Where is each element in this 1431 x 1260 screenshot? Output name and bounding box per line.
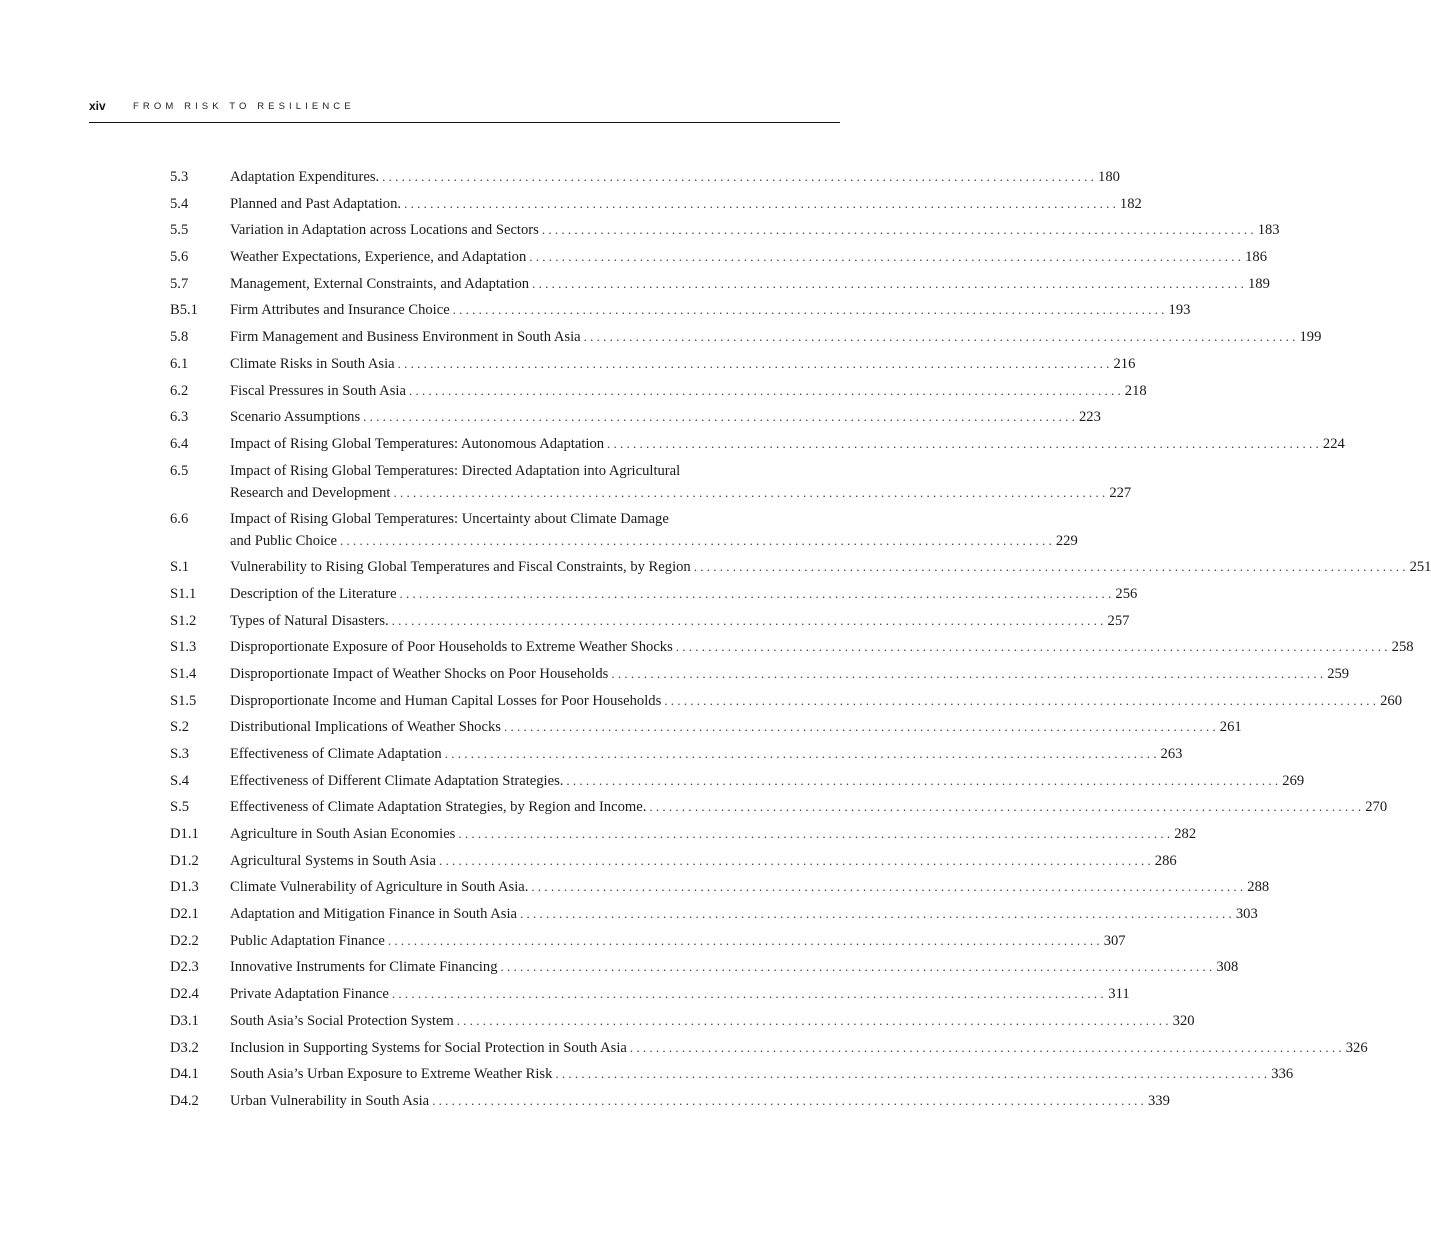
toc-entry-title[interactable]: and Public Choice — [230, 530, 340, 552]
toc-entry-number: 6.1 — [170, 355, 189, 372]
toc-entry[interactable] — [170, 166, 1120, 193]
toc-entry-title-line1: Impact of Rising Global Temperatures: Uncertainty about Climate Damage — [230, 510, 669, 527]
toc-entry-title[interactable]: Distributional Implications of Weather Shocks — [230, 716, 504, 738]
dot-leader — [340, 530, 1052, 552]
toc-entry[interactable] — [170, 380, 1147, 407]
toc-entry-number: D2.4 — [170, 986, 199, 1003]
toc-entry-body — [230, 636, 1414, 658]
toc-entry[interactable] — [170, 716, 1242, 743]
toc-entry-title[interactable]: Impact of Rising Global Temperatures: Autonomous Adaptation — [230, 433, 607, 455]
toc-entry-page-number[interactable]: 186 — [1241, 246, 1267, 268]
toc-entry-title[interactable]: Effectiveness of Different Climate Adaptation Strategies. — [230, 770, 566, 792]
toc-entry-title[interactable]: Adaptation and Mitigation Finance in South Asia — [230, 903, 520, 925]
toc-entry-leader-line — [230, 1090, 1170, 1112]
toc-entry-title[interactable]: Types of Natural Disasters. — [230, 610, 392, 632]
toc-entry[interactable] — [170, 663, 1350, 690]
toc-entry[interactable] — [170, 1037, 1368, 1064]
toc-entry-leader-line — [230, 246, 1267, 268]
toc-entry-title[interactable]: Agricultural Systems in South Asia — [230, 850, 439, 872]
toc-entry-page-number[interactable]: 259 — [1323, 663, 1349, 685]
toc-entry-page-number[interactable]: 282 — [1170, 823, 1196, 845]
toc-entry-body — [230, 663, 1349, 685]
toc-entry[interactable] — [170, 823, 1197, 850]
toc-entry-page-number[interactable]: 308 — [1212, 956, 1238, 978]
toc-entry-title[interactable]: Description of the Literature — [230, 583, 400, 605]
toc-entry-leader-line — [230, 273, 1270, 295]
toc-entry-leader-line — [230, 1063, 1293, 1085]
toc-entry-number: 5.6 — [170, 249, 189, 266]
toc-entry[interactable] — [170, 850, 1177, 877]
toc-entry-page-number[interactable]: 218 — [1121, 380, 1147, 402]
toc-entry-number: 5.8 — [170, 329, 189, 346]
toc-entry-leader-line — [230, 743, 1182, 765]
toc-entry-body — [230, 380, 1147, 402]
toc-entry-body — [230, 610, 1129, 632]
toc-entry-page-number[interactable]: 189 — [1244, 273, 1270, 295]
toc-entry-title[interactable]: Disproportionate Impact of Weather Shocks on Poor Households — [230, 663, 611, 685]
toc-entry-title[interactable]: Vulnerability to Rising Global Temperatures and Fiscal Constraints, by Region — [230, 556, 694, 578]
dot-leader — [504, 716, 1216, 738]
toc-entry-body — [230, 353, 1135, 375]
toc-entry-body — [230, 1037, 1368, 1059]
toc-entry-page-number[interactable]: 224 — [1319, 433, 1345, 455]
toc-entry[interactable] — [170, 796, 1388, 823]
toc-entry-leader-line — [230, 663, 1349, 685]
dot-leader — [611, 663, 1323, 685]
dot-leader — [445, 743, 1157, 765]
toc-entry-body — [230, 166, 1120, 188]
toc-entry-number: S.4 — [170, 772, 190, 789]
toc-entry-leader-line — [230, 353, 1135, 375]
dot-leader — [501, 956, 1213, 978]
toc-entry-leader-line — [230, 1010, 1195, 1032]
toc-entry-page-number[interactable]: 336 — [1267, 1063, 1293, 1085]
toc-entry[interactable] — [170, 273, 1270, 300]
toc-entry-leader-line — [230, 903, 1258, 925]
running-header — [89, 98, 840, 123]
dot-leader — [649, 796, 1361, 818]
toc-entry-body — [230, 508, 1078, 552]
toc-entry-body — [230, 876, 1269, 898]
toc-entry-leader-line — [230, 716, 1242, 738]
toc-entry-title[interactable]: Climate Risks in South Asia — [230, 353, 398, 375]
toc-entry-leader-line — [230, 193, 1142, 215]
toc-entry-leader-line — [230, 482, 1131, 504]
dot-leader — [363, 406, 1075, 428]
toc-entry-number: D2.3 — [170, 959, 199, 976]
toc-entry-leader-line — [230, 406, 1101, 428]
dot-leader — [382, 166, 1094, 188]
dot-leader — [676, 636, 1388, 658]
toc-entry-body — [230, 219, 1280, 241]
toc-entry-title[interactable]: Urban Vulnerability in South Asia — [230, 1090, 432, 1112]
toc-entry[interactable] — [170, 556, 1431, 583]
toc-entry-page-number[interactable]: 256 — [1111, 583, 1137, 605]
toc-entry[interactable] — [170, 460, 1132, 508]
toc-entry-number: S.5 — [170, 799, 190, 816]
toc-entry[interactable] — [170, 743, 1183, 770]
toc-entry-number: S.1 — [170, 559, 190, 576]
toc-entry-page-number[interactable]: 227 — [1105, 482, 1131, 504]
toc-entry-body — [230, 850, 1177, 872]
toc-entry-page-number[interactable]: 269 — [1278, 770, 1304, 792]
toc-entry-page-number[interactable]: 303 — [1232, 903, 1258, 925]
toc-entry-body — [230, 1090, 1170, 1112]
toc-entry-number: S.2 — [170, 719, 190, 736]
toc-entry-body — [230, 983, 1130, 1005]
toc-entry-title[interactable]: Research and Development — [230, 482, 393, 504]
toc-entry-number: 6.2 — [170, 382, 189, 399]
toc-entry-page-number[interactable]: 183 — [1254, 219, 1280, 241]
toc-entry-body — [230, 956, 1238, 978]
toc-entry-number: 5.7 — [170, 275, 189, 292]
dot-leader — [439, 850, 1151, 872]
toc-entry-leader-line — [230, 636, 1414, 658]
dot-leader — [457, 1010, 1169, 1032]
toc-entry-body — [230, 796, 1387, 818]
toc-entry[interactable] — [170, 508, 1078, 556]
dot-leader — [393, 482, 1105, 504]
toc-entry-title[interactable]: Firm Attributes and Insurance Choice — [230, 299, 453, 321]
toc-entry-page-number[interactable]: 223 — [1075, 406, 1101, 428]
toc-entry[interactable] — [170, 326, 1322, 353]
dot-leader — [432, 1090, 1144, 1112]
toc-entry-title[interactable]: Agriculture in South Asian Economies — [230, 823, 458, 845]
running-title: FROM RISK TO RESILIENCE — [133, 101, 355, 112]
toc-entry[interactable] — [170, 299, 1191, 326]
toc-entry[interactable] — [170, 353, 1136, 380]
toc-entry-number: S1.4 — [170, 665, 197, 682]
toc-entry-page-number[interactable]: 251 — [1405, 556, 1431, 578]
toc-entry-leader-line — [230, 983, 1130, 1005]
dot-leader — [664, 690, 1376, 712]
toc-entry-body — [230, 770, 1304, 792]
toc-entry-number: 6.5 — [170, 462, 189, 479]
toc-entry-body — [230, 273, 1270, 295]
toc-entry-body — [230, 930, 1126, 952]
toc-entry-body — [230, 433, 1345, 455]
dot-leader — [520, 903, 1232, 925]
dot-leader — [694, 556, 1406, 578]
toc-entry-title[interactable]: South Asia’s Social Protection System — [230, 1010, 457, 1032]
toc-entry-title[interactable]: Planned and Past Adaptation. — [230, 193, 404, 215]
toc-entry-page-number[interactable]: 307 — [1100, 930, 1126, 952]
toc-entry[interactable] — [170, 1090, 1170, 1117]
toc-entry[interactable] — [170, 770, 1305, 797]
toc-entry-page-number[interactable]: 311 — [1104, 983, 1130, 1005]
dot-leader — [566, 770, 1278, 792]
toc-entry-page-number[interactable]: 257 — [1103, 610, 1129, 632]
toc-entry-body — [230, 1010, 1195, 1032]
list-of-figures-toc — [170, 166, 1431, 1117]
toc-entry-leader-line — [230, 876, 1269, 898]
dot-leader — [392, 610, 1104, 632]
toc-entry-body — [230, 299, 1190, 321]
toc-entry-leader-line — [230, 326, 1321, 348]
toc-entry-number: S1.3 — [170, 639, 197, 656]
toc-entry-title[interactable]: Fiscal Pressures in South Asia — [230, 380, 409, 402]
toc-entry-title[interactable]: Variation in Adaptation across Locations and Sectors — [230, 219, 542, 241]
toc-entry[interactable] — [170, 930, 1126, 957]
toc-entry-body — [230, 823, 1196, 845]
dot-leader — [400, 583, 1112, 605]
toc-entry[interactable] — [170, 983, 1130, 1010]
toc-entry-body — [230, 1063, 1293, 1085]
toc-entry-title[interactable]: Effectiveness of Climate Adaptation — [230, 743, 445, 765]
toc-entry-number: 5.3 — [170, 169, 189, 185]
toc-entry-body — [230, 556, 1431, 578]
toc-entry-page-number[interactable]: 320 — [1169, 1010, 1195, 1032]
toc-entry-page-number[interactable]: 326 — [1342, 1037, 1368, 1059]
toc-entry-leader-line — [230, 956, 1238, 978]
toc-entry-leader-line — [230, 690, 1402, 712]
toc-entry-leader-line — [230, 770, 1304, 792]
dot-leader — [409, 380, 1121, 402]
dot-leader — [607, 433, 1319, 455]
toc-entry[interactable] — [170, 903, 1258, 930]
toc-entry-page-number[interactable]: 182 — [1116, 193, 1142, 215]
toc-entry-number: D1.1 — [170, 826, 199, 843]
toc-entry-body — [230, 406, 1101, 428]
toc-entry-number: D3.2 — [170, 1039, 199, 1056]
dot-leader — [529, 246, 1241, 268]
toc-entry-number: D1.2 — [170, 852, 199, 869]
toc-entry-leader-line — [230, 556, 1431, 578]
toc-entry-number: S1.2 — [170, 612, 197, 629]
toc-entry-page-number[interactable]: 270 — [1361, 796, 1387, 818]
toc-entry-body — [230, 246, 1267, 268]
toc-entry-title[interactable]: Scenario Assumptions — [230, 406, 363, 428]
toc-entry-number: 5.5 — [170, 222, 189, 239]
toc-entry-body — [230, 690, 1402, 712]
toc-entry[interactable] — [170, 583, 1138, 610]
toc-entry-leader-line — [230, 299, 1190, 321]
toc-entry[interactable] — [170, 1063, 1294, 1090]
toc-entry-leader-line — [230, 796, 1387, 818]
dot-leader — [392, 983, 1104, 1005]
toc-entry[interactable] — [170, 876, 1270, 903]
dot-leader — [542, 219, 1254, 241]
toc-entry[interactable] — [170, 406, 1101, 433]
toc-entry-title[interactable]: Climate Vulnerability of Agriculture in South Asia. — [230, 876, 531, 898]
toc-entry-title[interactable]: Disproportionate Exposure of Poor Households to Extreme Weather Shocks — [230, 636, 676, 658]
toc-entry-number: 6.3 — [170, 409, 189, 426]
dot-leader — [404, 193, 1116, 215]
toc-entry-page-number[interactable]: 263 — [1156, 743, 1182, 765]
toc-entry[interactable] — [170, 956, 1239, 983]
toc-entry-leader-line — [230, 823, 1196, 845]
toc-entry[interactable] — [170, 610, 1130, 637]
toc-entry-number: S1.1 — [170, 585, 197, 602]
toc-entry-number: D4.1 — [170, 1066, 199, 1083]
toc-entry-body — [230, 903, 1258, 925]
toc-entry-title[interactable]: Weather Expectations, Experience, and Adaptation — [230, 246, 529, 268]
dot-leader — [584, 326, 1296, 348]
toc-entry-title[interactable]: Disproportionate Income and Human Capital Losses for Poor Households — [230, 690, 664, 712]
toc-entry-body — [230, 583, 1137, 605]
toc-entry[interactable] — [170, 1010, 1195, 1037]
toc-entry-leader-line — [230, 1037, 1368, 1059]
toc-entry-title[interactable]: Innovative Instruments for Climate Financing — [230, 956, 501, 978]
toc-entry-number: D2.2 — [170, 932, 199, 949]
dot-leader — [453, 299, 1165, 321]
toc-entry-number: B5.1 — [170, 302, 198, 319]
toc-entry-leader-line — [230, 530, 1078, 552]
toc-entry[interactable] — [170, 219, 1280, 246]
toc-entry-number: S1.5 — [170, 692, 197, 709]
toc-entry-number: D4.2 — [170, 1092, 199, 1109]
toc-entry-number: D3.1 — [170, 1012, 199, 1029]
toc-entry-body — [230, 460, 1131, 504]
toc-entry[interactable] — [170, 246, 1268, 273]
toc-entry-title-line1: Impact of Rising Global Temperatures: Directed Adaptation into Agricultural — [230, 462, 681, 479]
toc-entry-number: D1.3 — [170, 879, 199, 896]
toc-entry-page-number[interactable]: 199 — [1295, 326, 1321, 348]
page-folio: xiv — [89, 99, 106, 113]
toc-entry-body — [230, 193, 1142, 215]
toc-entry-number: 6.6 — [170, 510, 189, 527]
toc-entry-number: 6.4 — [170, 435, 189, 452]
toc-entry-page-number[interactable]: 180 — [1094, 166, 1120, 188]
toc-entry-leader-line — [230, 219, 1280, 241]
toc-entry-page-number[interactable]: 258 — [1388, 636, 1414, 658]
toc-entry-title[interactable]: Management, External Constraints, and Adaptation — [230, 273, 532, 295]
toc-entry-leader-line — [230, 380, 1147, 402]
toc-entry[interactable] — [170, 690, 1402, 717]
toc-entry-number: 5.4 — [170, 195, 189, 212]
toc-entry-leader-line — [230, 930, 1126, 952]
toc-entry-title[interactable]: Effectiveness of Climate Adaptation Strategies, by Region and Income. — [230, 796, 649, 818]
dot-leader — [555, 1063, 1267, 1085]
dot-leader — [531, 876, 1243, 898]
toc-entry-title[interactable]: Inclusion in Supporting Systems for Social Protection in South Asia — [230, 1037, 630, 1059]
toc-entry-leader-line — [230, 850, 1177, 872]
toc-entry-page-number[interactable]: 216 — [1109, 353, 1135, 375]
toc-entry-number: D2.1 — [170, 906, 199, 923]
toc-entry-page-number[interactable]: 286 — [1151, 850, 1177, 872]
toc-entry[interactable] — [170, 636, 1414, 663]
dot-leader — [458, 823, 1170, 845]
toc-entry-title[interactable]: South Asia’s Urban Exposure to Extreme Weather Risk — [230, 1063, 555, 1085]
toc-entry-title[interactable]: Private Adaptation Finance — [230, 983, 392, 1005]
toc-entry-title[interactable]: Firm Management and Business Environment in South Asia — [230, 326, 584, 348]
toc-entry-number: S.3 — [170, 745, 190, 762]
toc-entry-body — [230, 716, 1242, 738]
toc-entry-body — [230, 743, 1182, 765]
toc-entry[interactable] — [170, 193, 1142, 220]
toc-entry-body — [230, 326, 1321, 348]
toc-entry-page-number[interactable]: 288 — [1243, 876, 1269, 898]
dot-leader — [398, 353, 1110, 375]
toc-entry-leader-line — [230, 433, 1345, 455]
toc-entry-title[interactable]: Public Adaptation Finance — [230, 930, 388, 952]
toc-entry-title[interactable]: Adaptation Expenditures. — [230, 166, 382, 188]
toc-entry-leader-line — [230, 583, 1137, 605]
toc-entry-page-number[interactable]: 260 — [1376, 690, 1402, 712]
toc-entry-page-number[interactable]: 261 — [1216, 716, 1242, 738]
toc-entry-page-number[interactable]: 193 — [1164, 299, 1190, 321]
toc-entry-page-number[interactable]: 229 — [1052, 530, 1078, 552]
dot-leader — [532, 273, 1244, 295]
toc-entry-page-number[interactable]: 339 — [1144, 1090, 1170, 1112]
dot-leader — [630, 1037, 1342, 1059]
dot-leader — [388, 930, 1100, 952]
toc-entry-leader-line — [230, 166, 1120, 188]
toc-entry[interactable] — [170, 433, 1345, 460]
toc-entry-leader-line — [230, 610, 1129, 632]
